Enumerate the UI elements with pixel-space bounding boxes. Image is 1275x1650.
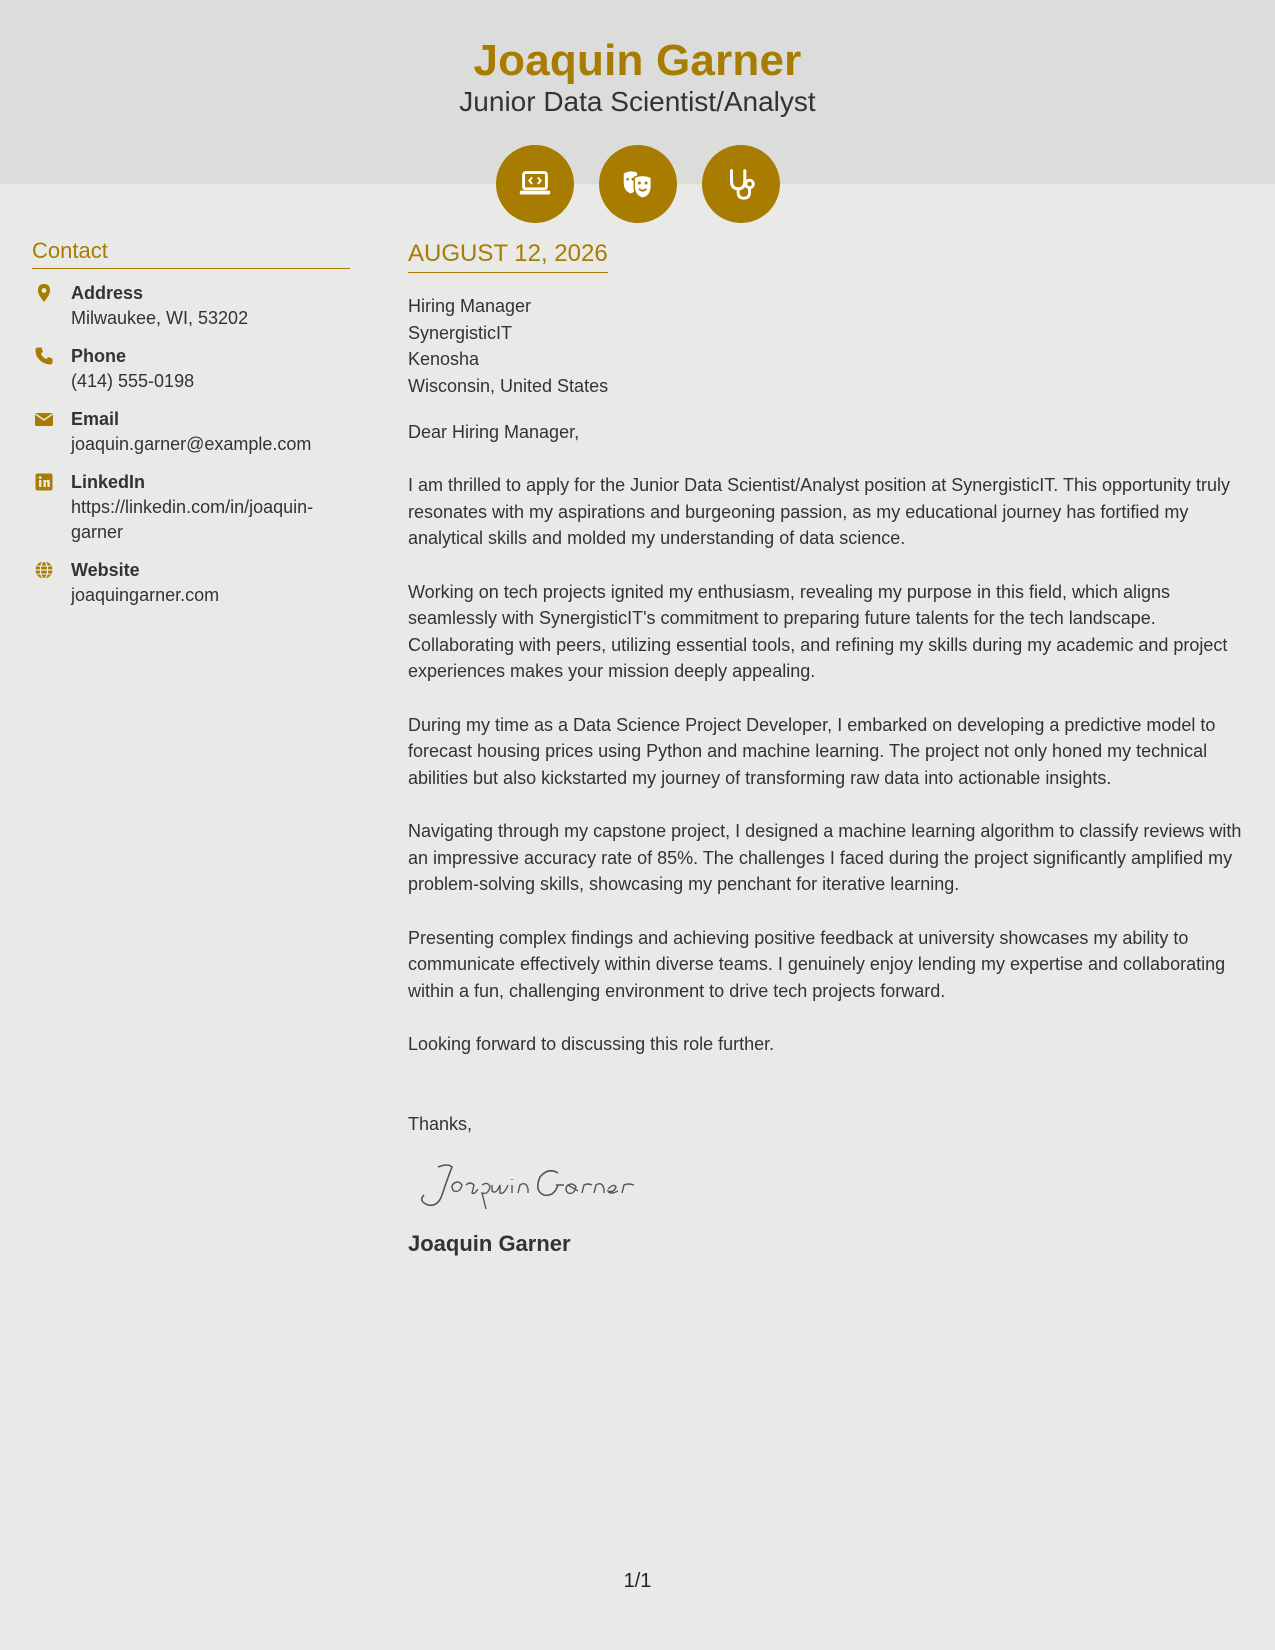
envelope-icon <box>34 409 54 429</box>
contact-website <box>32 558 350 608</box>
contact-label: Phone <box>71 346 127 366</box>
paragraph: Working on tech projects ignited my enthusiasm, revealing my purpose in this field, which aligns seamlessly with SynergisticIT's commitment to preparing future talents for the tech landscape. Collaborating with peers, utilizing essential tools, and refining my skills during my academic and project experiences makes your mission deeply appealing. <box>408 581 1228 681</box>
signature-image <box>408 1155 1248 1215</box>
paragraph: Looking forward to discussing this role further. <box>408 1034 775 1054</box>
phone-value: (414) 555-0198 <box>71 371 195 391</box>
paragraph: During my time as a Data Science Project Developer, I embarked on developing a predictive model to forecast housing prices using Python and machine learning. The project not only honed my technical abilities but also kickstarted my journey of transforming raw data into actionable insights. <box>408 714 1216 788</box>
contact-label: Website <box>71 560 140 580</box>
website-value[interactable]: joaquingarner.com <box>71 585 220 605</box>
signed-name: Joaquin Garner <box>408 1230 571 1256</box>
contact-sidebar <box>32 238 350 621</box>
interest-icons <box>0 145 1275 223</box>
greeting: Dear Hiring Manager, <box>408 422 580 442</box>
paragraph: Navigating through my capstone project, I designed a machine learning algorithm to classify reviews with an impressive accuracy rate of 85%. The challenges I faced during the project significantly amplified my problem-solving skills, showcasing my penchant for iterative learning. <box>408 821 1242 894</box>
theater-masks-icon <box>599 145 677 223</box>
linkedin-icon <box>34 472 54 492</box>
applicant-role: Junior Data Scientist/Analyst <box>459 86 816 117</box>
phone-icon <box>34 346 54 366</box>
contact-list <box>32 281 350 608</box>
contact-label: Email <box>71 409 120 429</box>
linkedin-value-line2[interactable]: garner <box>71 522 124 542</box>
contact-label: Address <box>71 283 144 303</box>
stethoscope-icon <box>702 145 780 223</box>
recipient-line: Kenosha <box>408 349 480 369</box>
recipient-line: Wisconsin, United States <box>408 375 609 396</box>
paragraph: Presenting complex findings and achieving positive feedback at university showcases my ability to communicate effectively within diverse teams. I genuinely enjoy lending my expertise and collaborating within a fun, challenging environment to drive tech projects forward. <box>408 927 1226 1001</box>
linkedin-value-line1[interactable]: https://linkedin.com/in/joaquin- <box>71 497 314 517</box>
recipient-block <box>408 293 1248 399</box>
paragraph: I am thrilled to apply for the Junior Data Scientist/Analyst position at SynergisticIT. This opportunity truly resonates with my aspirations and burgeoning passion, as my educational journey has fortified my analytical skills and molded my understanding of data science. <box>408 475 1231 548</box>
page-number: 1/1 <box>623 1570 652 1592</box>
recipient-line: SynergisticIT <box>408 322 513 343</box>
contact-phone <box>32 344 350 394</box>
contact-label: LinkedIn <box>71 472 146 492</box>
address-value: Milwaukee, WI, 53202 <box>71 308 249 328</box>
contact-address <box>32 281 350 331</box>
closing: Thanks, <box>408 1113 473 1134</box>
laptop-code-icon <box>496 145 574 223</box>
map-marker-icon <box>34 283 54 303</box>
recipient-line: Hiring Manager <box>408 296 532 316</box>
globe-icon <box>34 560 54 580</box>
letter-date: AUGUST 12, 2026 <box>408 240 608 273</box>
applicant-name: Joaquin Garner <box>473 36 802 85</box>
letter-body <box>408 240 1248 1257</box>
contact-email <box>32 407 350 457</box>
contact-linkedin <box>32 470 350 545</box>
email-value[interactable]: joaquin.garner@example.com <box>71 434 312 454</box>
contact-heading: Contact <box>32 238 350 269</box>
